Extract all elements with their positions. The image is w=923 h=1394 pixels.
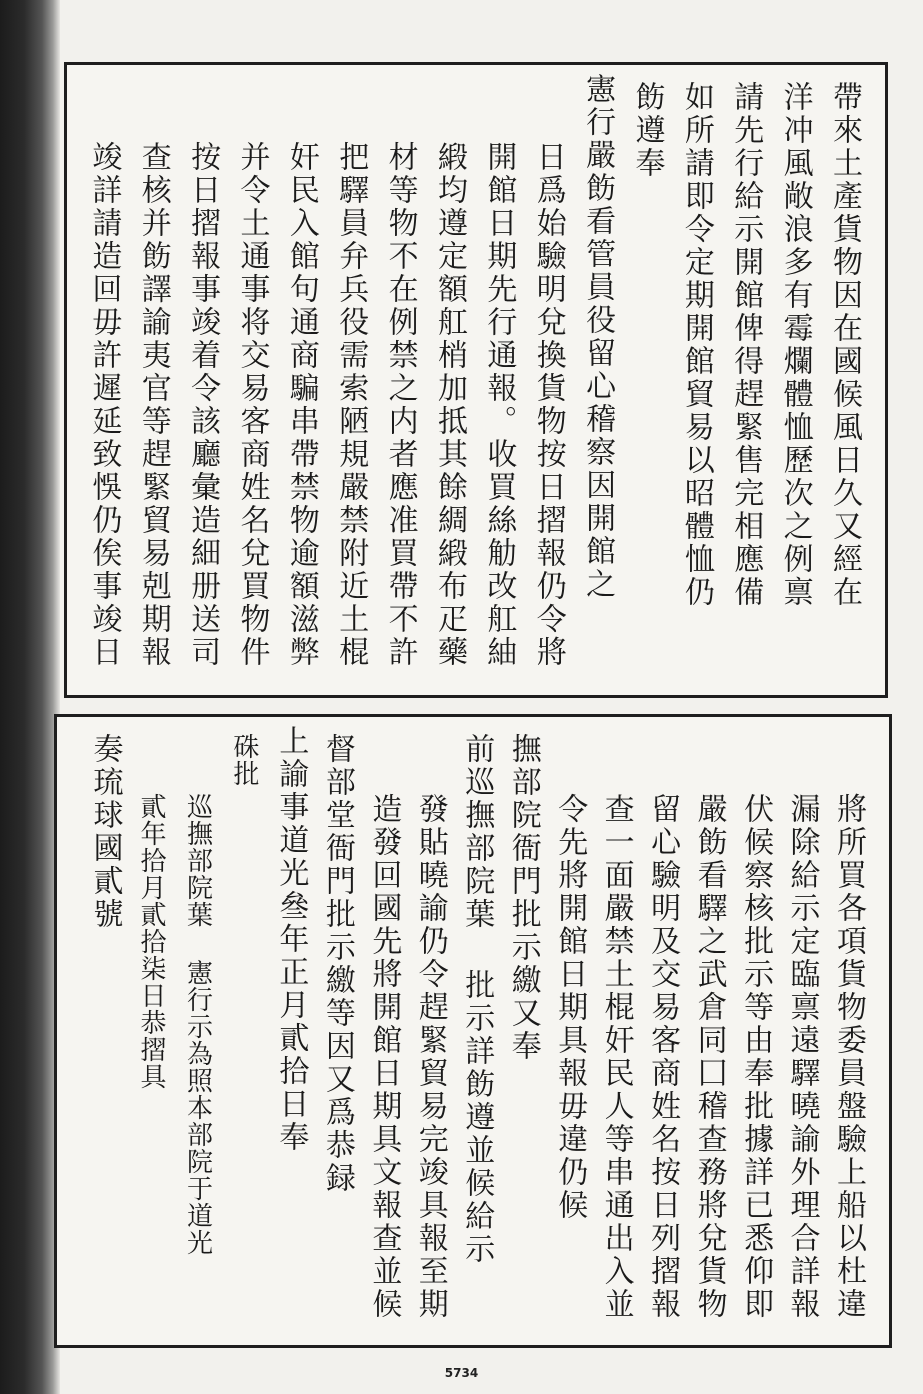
- text-column: 查一面嚴禁土棍奸民人等串通出入並: [598, 793, 634, 1321]
- text-column: 令先將開館日期具報毋違仍候: [552, 793, 588, 1222]
- text-column: 貳年拾月貳拾柒日恭摺具: [135, 793, 166, 1090]
- text-column: 并令土通事将交易客商姓名兌買物件: [234, 141, 270, 669]
- document-panel-top: [64, 62, 888, 698]
- text-column: 開館日期先行通報。收買絲觔改舡紬: [481, 141, 517, 669]
- text-column: 伏候察核批示等由奉批據詳已悉仰即: [738, 793, 774, 1321]
- text-column: 奸民入館句通商騙串帶禁物逾額滋弊: [283, 141, 319, 669]
- text-column: 如所請即令定期開館貿易以昭體恤仍: [678, 81, 714, 609]
- text-column: 巡撫部院葉 憲行示為照本部院于道光: [182, 793, 213, 1256]
- text-column: 查核并飭譯諭夷官等趕緊貿易剋期報: [135, 141, 171, 669]
- text-column: 把驛員弁兵役需索陋規嚴禁附近土棍: [333, 141, 369, 669]
- text-column: 將所買各項貨物委員盤驗上船以杜違: [831, 793, 866, 1321]
- text-column: 按日摺報事竣着令該廳彙造細册送司: [185, 141, 221, 669]
- text-column: 請先行給示開館俾得趕緊售完相應備: [728, 81, 764, 609]
- annotation-column: 硃批: [228, 733, 259, 787]
- text-column: 帶來土產貨物因在國候風日久又經在: [827, 81, 862, 609]
- text-column: 督部堂衙門批示繳等因又爲恭録: [319, 733, 355, 1195]
- top-text-columns: [81, 73, 871, 679]
- text-column: 造發回國先將開館日期具文報查並候: [366, 793, 402, 1321]
- text-column: 發貼曉諭仍令趕緊貿易完竣具報至期: [412, 793, 448, 1321]
- page-number: 5734: [444, 1366, 479, 1380]
- text-column: 洋冲風敞浪多有霉爛體恤歷次之例禀: [777, 81, 813, 609]
- text-column: 上諭事道光叄年正月貳拾日奉: [273, 725, 309, 1154]
- bottom-text-columns: [71, 725, 875, 1329]
- text-column: 飭遵奉: [629, 81, 665, 180]
- text-column: 日爲始驗明兌換貨物按日摺報仍令將: [530, 141, 566, 669]
- text-column: 竣詳請造回毋許遲延致悞仍俟事竣日: [86, 141, 122, 669]
- document-panel-bottom: [54, 714, 892, 1348]
- text-column: 嚴飭看驛之武倉同囗稽查務將兌貨物: [691, 793, 727, 1321]
- text-column: 漏除給示定臨禀遠驛曉諭外理合詳報: [784, 793, 820, 1321]
- text-column: 奏琉球國貳號: [87, 733, 123, 931]
- text-column: 憲行嚴飭看管員役留心稽察因開館之: [580, 73, 616, 601]
- text-column: 前巡撫部院葉 批示詳飭遵並候給示: [459, 733, 495, 1266]
- text-column: 緞均遵定額舡梢加抵其餘綢緞布疋藥: [432, 141, 467, 669]
- text-column: 撫部院衙門批示繳又奉: [505, 733, 541, 1063]
- book-gutter-shadow: [0, 0, 60, 1394]
- text-column: 留心驗明及交易客商姓名按日列摺報: [645, 793, 681, 1321]
- text-column: 材等物不在例禁之内者應准買帶不許: [382, 141, 418, 669]
